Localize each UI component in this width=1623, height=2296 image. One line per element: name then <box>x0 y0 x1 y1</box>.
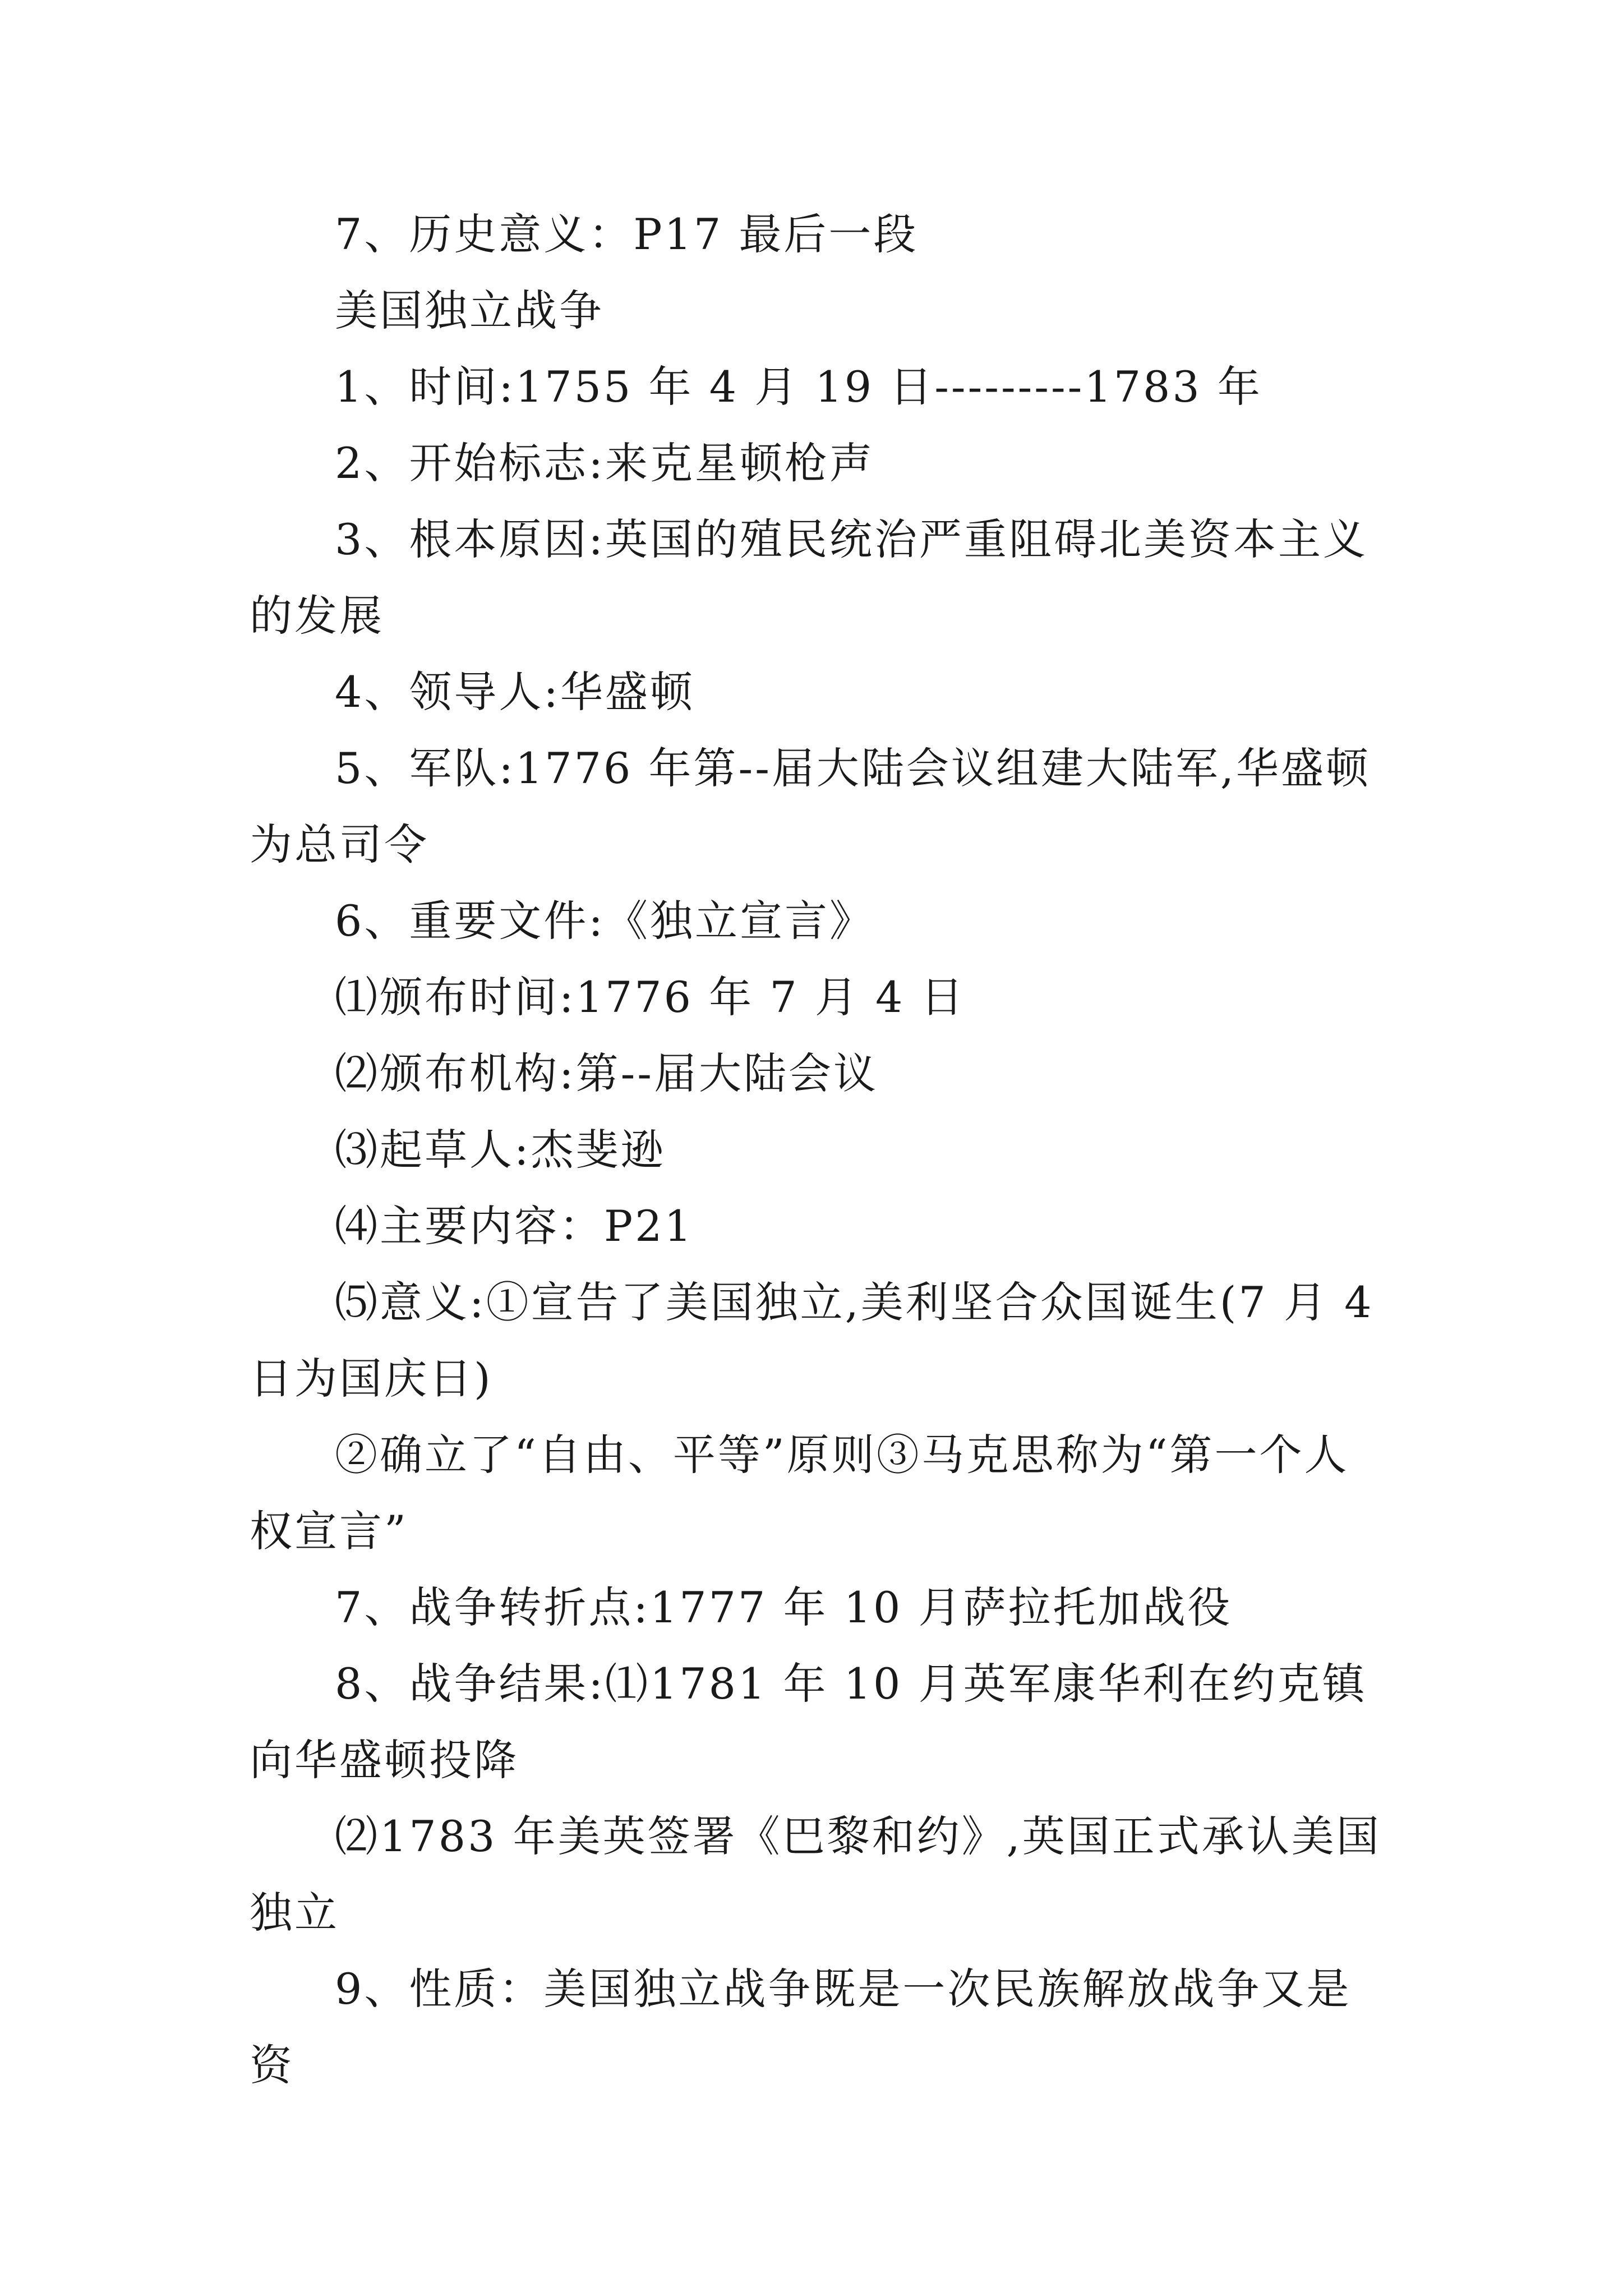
paragraph: ⑴颁布时间:1776 年 7 月 4 日 <box>335 972 966 1022</box>
paragraph: 7、历史意义：P17 最后一段 <box>335 209 919 259</box>
paragraph: 1、时间:1755 年 4 月 19 日---------1783 年 <box>335 362 1262 412</box>
paragraph: ⑸意义:①宣告了美国独立,美利坚合众国诞生(7 月 4 日为国庆日) <box>250 1277 1374 1404</box>
paragraph: 8、战争结果:⑴1781 年 10 月英军康华利在约克镇向华盛顿投降 <box>250 1659 1367 1785</box>
paragraph: 5、军队:1776 年第--届大陆会议组建大陆军,华盛顿为总司令 <box>250 743 1371 869</box>
paragraph: ⑵颁布机构:第--届大陆会议 <box>335 1048 878 1098</box>
paragraph: 7、战争转折点:1777 年 10 月萨拉托加战役 <box>335 1582 1233 1632</box>
paragraph: ②确立了“自由、平等”原则③马克思称为“第一个人权宣言” <box>250 1430 1349 1556</box>
paragraph: ⑵1783 年美英签署《巴黎和约》,英国正式承认美国独立 <box>250 1811 1381 1938</box>
paragraph: 9、性质：美国独立战争既是一次民族解放战争又是资 <box>250 1964 1352 2090</box>
section-heading: 美国独立战争 <box>335 286 604 335</box>
paragraph: 2、开始标志:来克星顿枪声 <box>335 438 874 488</box>
paragraph: 6、重要文件:《独立宣言》 <box>335 896 874 946</box>
paragraph: ⑶起草人:杰斐逊 <box>335 1125 666 1175</box>
paragraph: 4、领导人:华盛顿 <box>335 667 695 717</box>
paragraph: 3、根本原因:英国的殖民统治严重阻碍北美资本主义的发展 <box>250 514 1368 641</box>
paragraph: ⑷主要内容：P21 <box>335 1201 694 1251</box>
document-body <box>250 196 1394 2104</box>
